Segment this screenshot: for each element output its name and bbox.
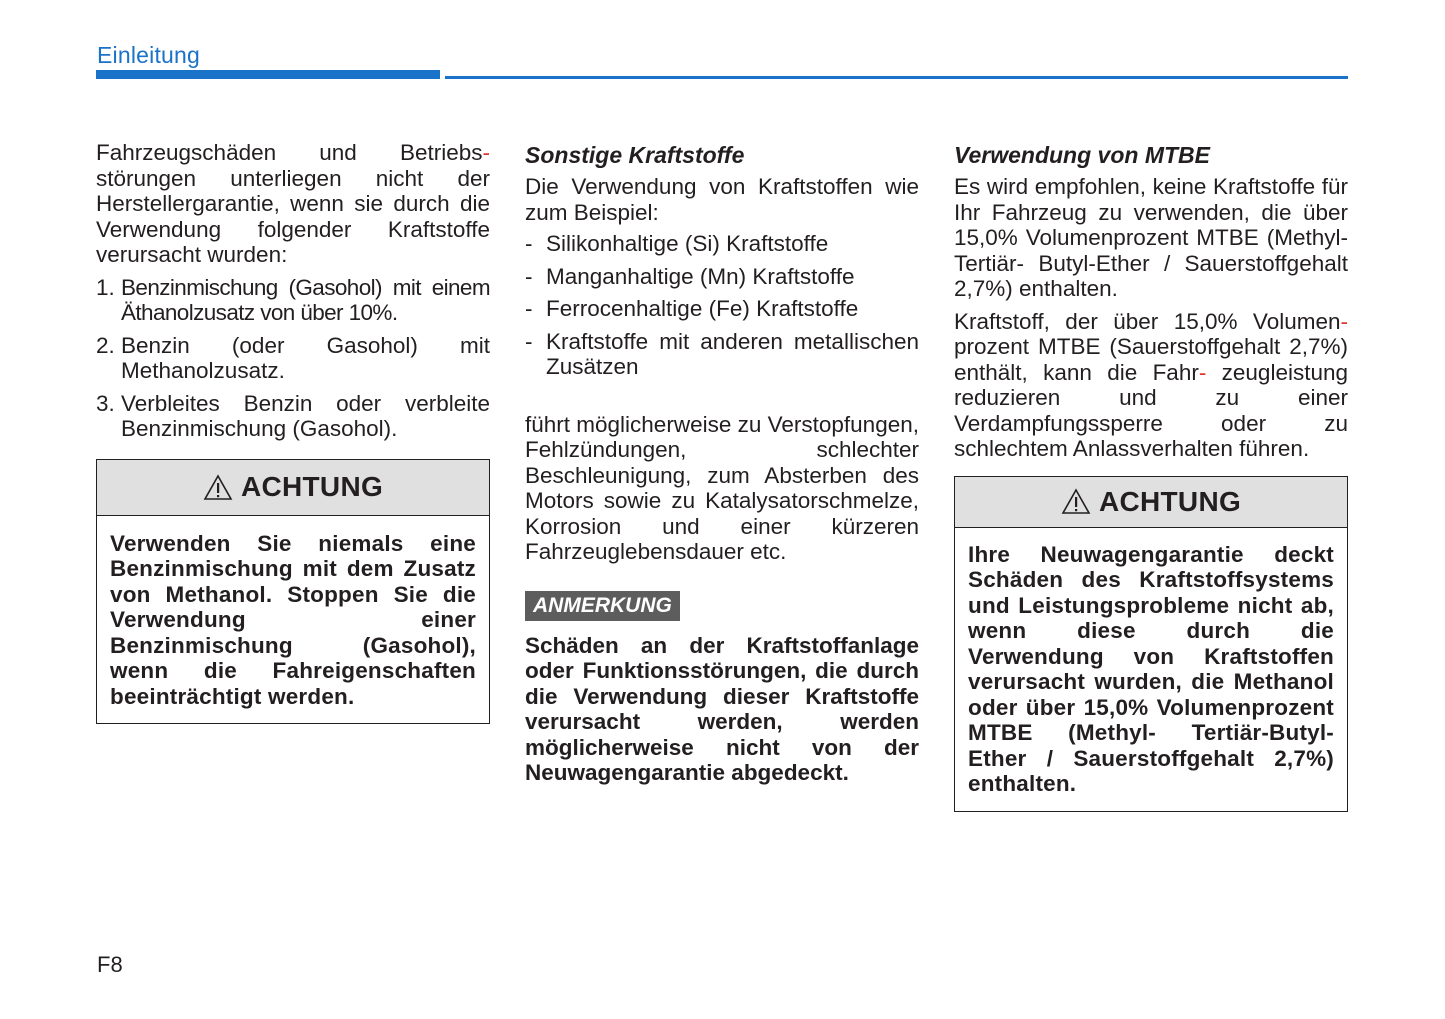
warning-label: ACHTUNG — [240, 471, 384, 502]
mtbe-paragraph-1: Es wird empfohlen, keine Kraftstoffe für Ihr Fahrzeug zu verwenden, die über 15,0% Volumenprozent MTBE (Methyl-Tertiär- Butyl-Ether / Sauerstoffgehalt 2,7%) enthalten. — [954, 174, 1348, 301]
section-title: Verwendung von MTBE — [954, 142, 1210, 168]
list-text: Benzin (oder Gasohol) mit Methanolzusatz. — [121, 332, 490, 383]
list-text: Silikonhaltige (Si) Kraftstoffe — [546, 231, 829, 256]
list-item — [96, 333, 490, 384]
list-item — [525, 231, 919, 257]
warning-text: Ihre Neuwagengarantie deckt Schäden des Kraftstoffsystems und Leistungsprobleme nicht ab, wenn diese durch die Verwendung von Kraftstoffen verursacht wurden, die Methanol oder über 15,0% Volumenprozent MTBE (Methyl- Tertiär-Butyl-Ether / Sauerstoffgehalt 2,7%) enthalten. — [968, 541, 1334, 796]
list-text: Benzinmischung (Gasohol) mit einem Äthanolzusatz von über 10%. — [121, 274, 490, 325]
fuel-list — [525, 231, 919, 380]
para2-text-a: Kraftstoff, der über 15,0% Volumen — [954, 308, 1341, 334]
note-badge: ANMERKUNG — [525, 591, 680, 621]
warning-text: Verwenden Sie niemals eine Benzinmischung mit dem Zusatz von Methanol. Stoppen Sie die Verwendung einer Benzinmischung (Gasohol), wenn die Fahreigenschaften beeinträchtigt werden. — [110, 530, 476, 709]
note-section — [525, 591, 919, 786]
warning-box — [96, 459, 490, 725]
header-rule — [445, 76, 1348, 79]
list-text: Manganhaltige (Mn) Kraftstoffe — [546, 263, 855, 289]
para2-text-c: zeugleistung reduzieren und zu einer Verdampfungssperre oder zu schlechtem Anlassverhalten führen. — [954, 359, 1348, 461]
list-text: Ferrocenhaltige (Fe) Kraftstoffe — [546, 296, 859, 321]
hyphen-mark: - — [482, 140, 490, 165]
list-item — [525, 264, 919, 290]
list-item — [96, 275, 490, 326]
list-dash: - — [525, 263, 533, 289]
warning-triangle-icon — [203, 474, 233, 501]
hyphen-mark: - — [1340, 308, 1348, 334]
column-1 — [96, 140, 490, 724]
list-dash: - — [525, 296, 533, 321]
warning-box — [954, 476, 1348, 812]
mtbe-paragraph-2 — [954, 309, 1348, 462]
intro-text-b: störungen unterliegen nicht der Herstellergarantie, wenn sie durch die Verwendung folgender Kraftstoffe verursacht wurden: — [96, 165, 490, 267]
intro-paragraph — [96, 140, 490, 268]
list-item — [96, 391, 490, 442]
warning-header — [955, 477, 1347, 528]
section-title: Sonstige Kraftstoffe — [525, 142, 745, 168]
consequence-paragraph: führt möglicherweise zu Verstopfungen, Fehlzündungen, schlechter Beschleunigung, zum Absterben des Motors sowie zu Katalysatorschmelze, Korrosion und einer kürzeren Fahrzeuglebensdauer etc. — [525, 411, 919, 564]
list-text: Kraftstoffe mit anderen metallischen Zusätzen — [546, 328, 919, 379]
list-text: Verbleites Benzin oder verbleite Benzinmischung (Gasohol). — [121, 390, 490, 441]
warning-triangle-icon — [1061, 488, 1091, 515]
list-number: 2. — [96, 332, 115, 358]
list-dash: - — [525, 328, 533, 354]
warning-label: ACHTUNG — [1098, 485, 1242, 517]
list-dash: - — [525, 231, 533, 256]
note-text: Schäden an der Kraftstoffanlage oder Funktionsstörungen, die durch die Verwendung dieser Kraftstoffe verursacht werden, werden möglicherweise nicht von der Neuwagengarantie abgedeckt. — [525, 632, 919, 785]
column-3 — [954, 140, 1348, 812]
intro-text-a: Fahrzeugschäden und Betriebs — [96, 140, 483, 165]
column-2 — [525, 140, 919, 786]
header-accent-bar — [96, 70, 440, 79]
intro-paragraph: Die Verwendung von Kraftstoffen wie zum Beispiel: — [525, 174, 919, 225]
list-item — [525, 329, 919, 380]
page-number: F8 — [97, 952, 123, 977]
fuel-list — [96, 275, 490, 442]
list-number: 1. — [96, 274, 115, 300]
hyphen-mark: - — [1198, 359, 1207, 385]
list-item — [525, 296, 919, 322]
list-number: 3. — [96, 390, 115, 416]
section-header-title: Einleitung — [97, 42, 201, 68]
warning-header — [97, 460, 489, 516]
para2-text-b: prozent MTBE (Sauerstoffgehalt 2,7%) enthält, kann die Fahr — [954, 334, 1348, 385]
